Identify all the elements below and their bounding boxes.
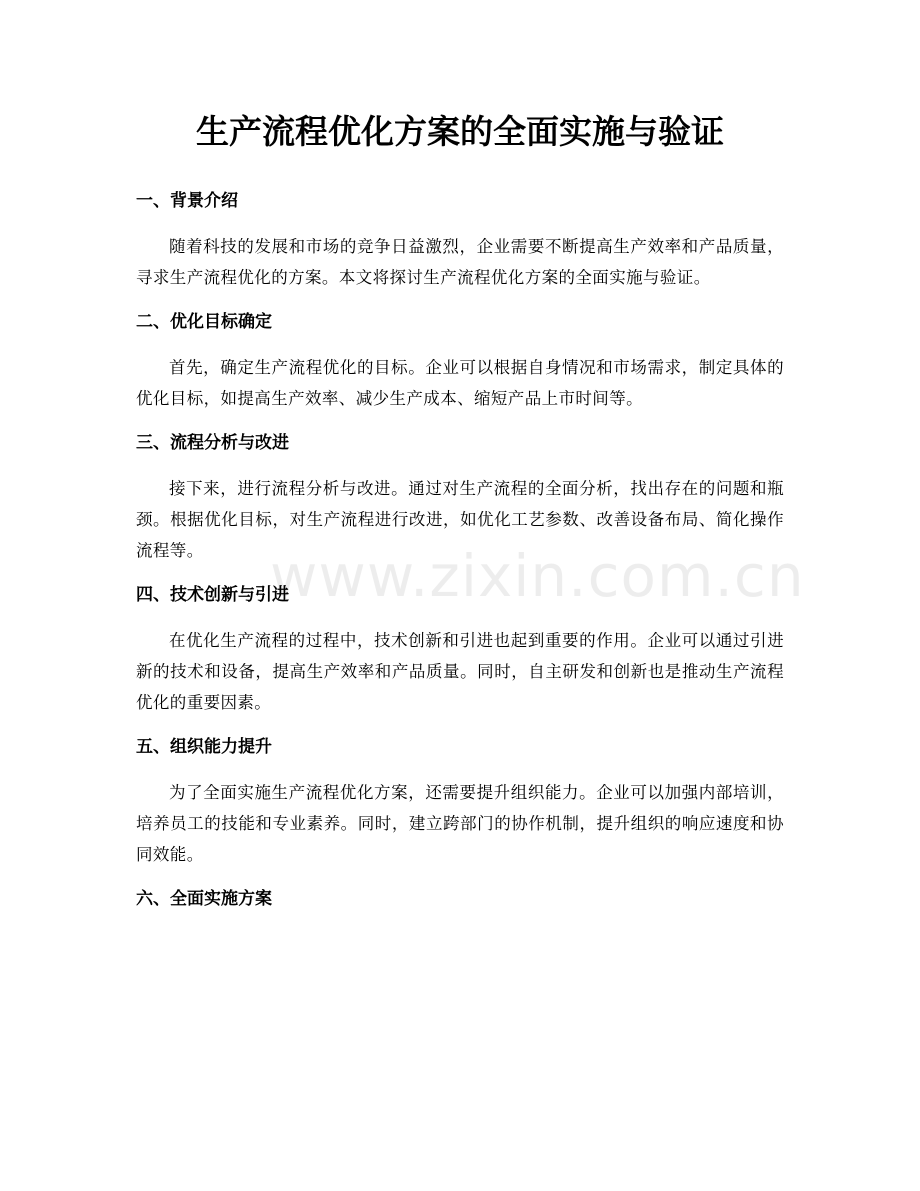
section-process-analysis <box>136 429 784 566</box>
section-paragraph: 在优化生产流程的过程中，技术创新和引进也起到重要的作用。企业可以通过引进新的技术和设备，提高生产效率和产品质量。同时，自主研发和创新也是推动生产流程优化的重要因素。 <box>136 631 784 712</box>
section-paragraph: 接下来，进行流程分析与改进。通过对生产流程的全面分析，找出存在的问题和瓶颈。根据优化目标，对生产流程进行改进，如优化工艺参数、改善设备布局、简化操作流程等。 <box>136 479 784 560</box>
watermark: www.zixin.com.cn <box>270 542 805 610</box>
section-goals <box>136 308 784 414</box>
section-heading: 二、优化目标确定 <box>136 312 272 332</box>
section-heading: 六、全面实施方案 <box>136 889 272 909</box>
section-paragraph: 随着科技的发展和市场的竞争日益激烈，企业需要不断提高生产效率和产品质量，寻求生产流程优化的方案。本文将探讨生产流程优化方案的全面实施与验证。 <box>136 237 784 287</box>
document-body <box>136 187 784 929</box>
section-paragraph: 首先，确定生产流程优化的目标。企业可以根据自身情况和市场需求，制定具体的优化目标，如提高生产效率、减少生产成本、缩短产品上市时间等。 <box>136 358 784 408</box>
document-title: 生产流程优化方案的全面实施与验证 <box>196 112 724 151</box>
section-background <box>136 187 784 293</box>
section-tech-innovation <box>136 581 784 718</box>
section-heading: 三、流程分析与改进 <box>136 433 289 453</box>
section-paragraph: 为了全面实施生产流程优化方案，还需要提升组织能力。企业可以加强内部培训，培养员工的技能和专业素养。同时，建立跨部门的协作机制，提升组织的响应速度和协同效能。 <box>136 783 784 864</box>
section-heading: 一、背景介绍 <box>136 191 238 211</box>
section-implementation <box>136 885 784 913</box>
section-heading: 四、技术创新与引进 <box>136 585 289 605</box>
section-heading: 五、组织能力提升 <box>136 737 272 757</box>
section-org-capability <box>136 733 784 870</box>
